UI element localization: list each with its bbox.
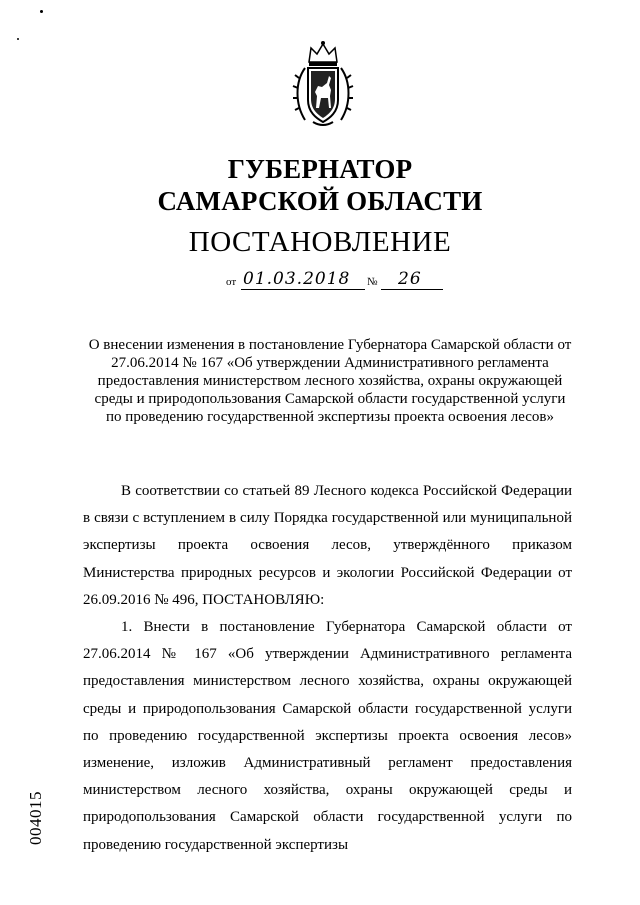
- scan-speck: [40, 10, 43, 13]
- number-underline: [381, 289, 443, 290]
- title-line: среды и природопользования Самарской области государственной услуги: [94, 391, 566, 407]
- side-serial-number: 004015: [26, 791, 45, 845]
- number-value: 26: [398, 269, 422, 289]
- title-line: О внесении изменения в постановление Губернатора Самарской области от: [88, 337, 572, 353]
- scan-speck: [17, 38, 19, 40]
- document-type: ПОСТАНОВЛЕНИЕ: [188, 226, 452, 258]
- document-body: [83, 478, 572, 859]
- date-value: 01.03.2018: [243, 269, 351, 289]
- date-number-line: [226, 268, 446, 292]
- number-prefix: №: [367, 276, 378, 288]
- samara-coat-of-arms-icon: [291, 38, 355, 130]
- date-underline: [241, 289, 365, 290]
- date-prefix: от: [226, 276, 237, 288]
- org-name-line2: САМАРСКОЙ ОБЛАСТИ: [157, 186, 483, 216]
- title-line: по проведению государственной экспертизы проекта освоения лесов»: [106, 409, 554, 425]
- title-line: 27.06.2014 № 167 «Об утверждении Административного регламента: [111, 355, 549, 371]
- title-line: предоставления министерством лесного хозяйства, охраны окружающей: [97, 373, 563, 389]
- body-paragraph: 1. Внести в постановление Губернатора Самарской области от 27.06.2014 № 167 «Об утверждении Административного регламента предоставления министерством лесного хозяйства, охраны окружающей среды и природопользования Самарской области государственной услуги по проведению государственной экспертизы проекта освоения лесов» изменение, изложив Административный регламент предоставления министерством лесного хозяйства, охраны окружающей среды и природопользования Самарской области государственной услуги по проведению государственной экспертизы: [83, 619, 572, 853]
- body-paragraph: В соответствии со статьей 89 Лесного кодекса Российской Федерации в связи с вступлением в силу Порядка государственной или муниципальной экспертизы проекта освоения лесов, утверждённого приказом Министерства природных ресурсов и экологии Российской Федерации от 26.09.2016 № 496, ПОСТАНОВЛЯЮ:: [83, 483, 572, 608]
- document-title: [80, 336, 580, 426]
- org-name-line1: ГУБЕРНАТОР: [227, 154, 413, 184]
